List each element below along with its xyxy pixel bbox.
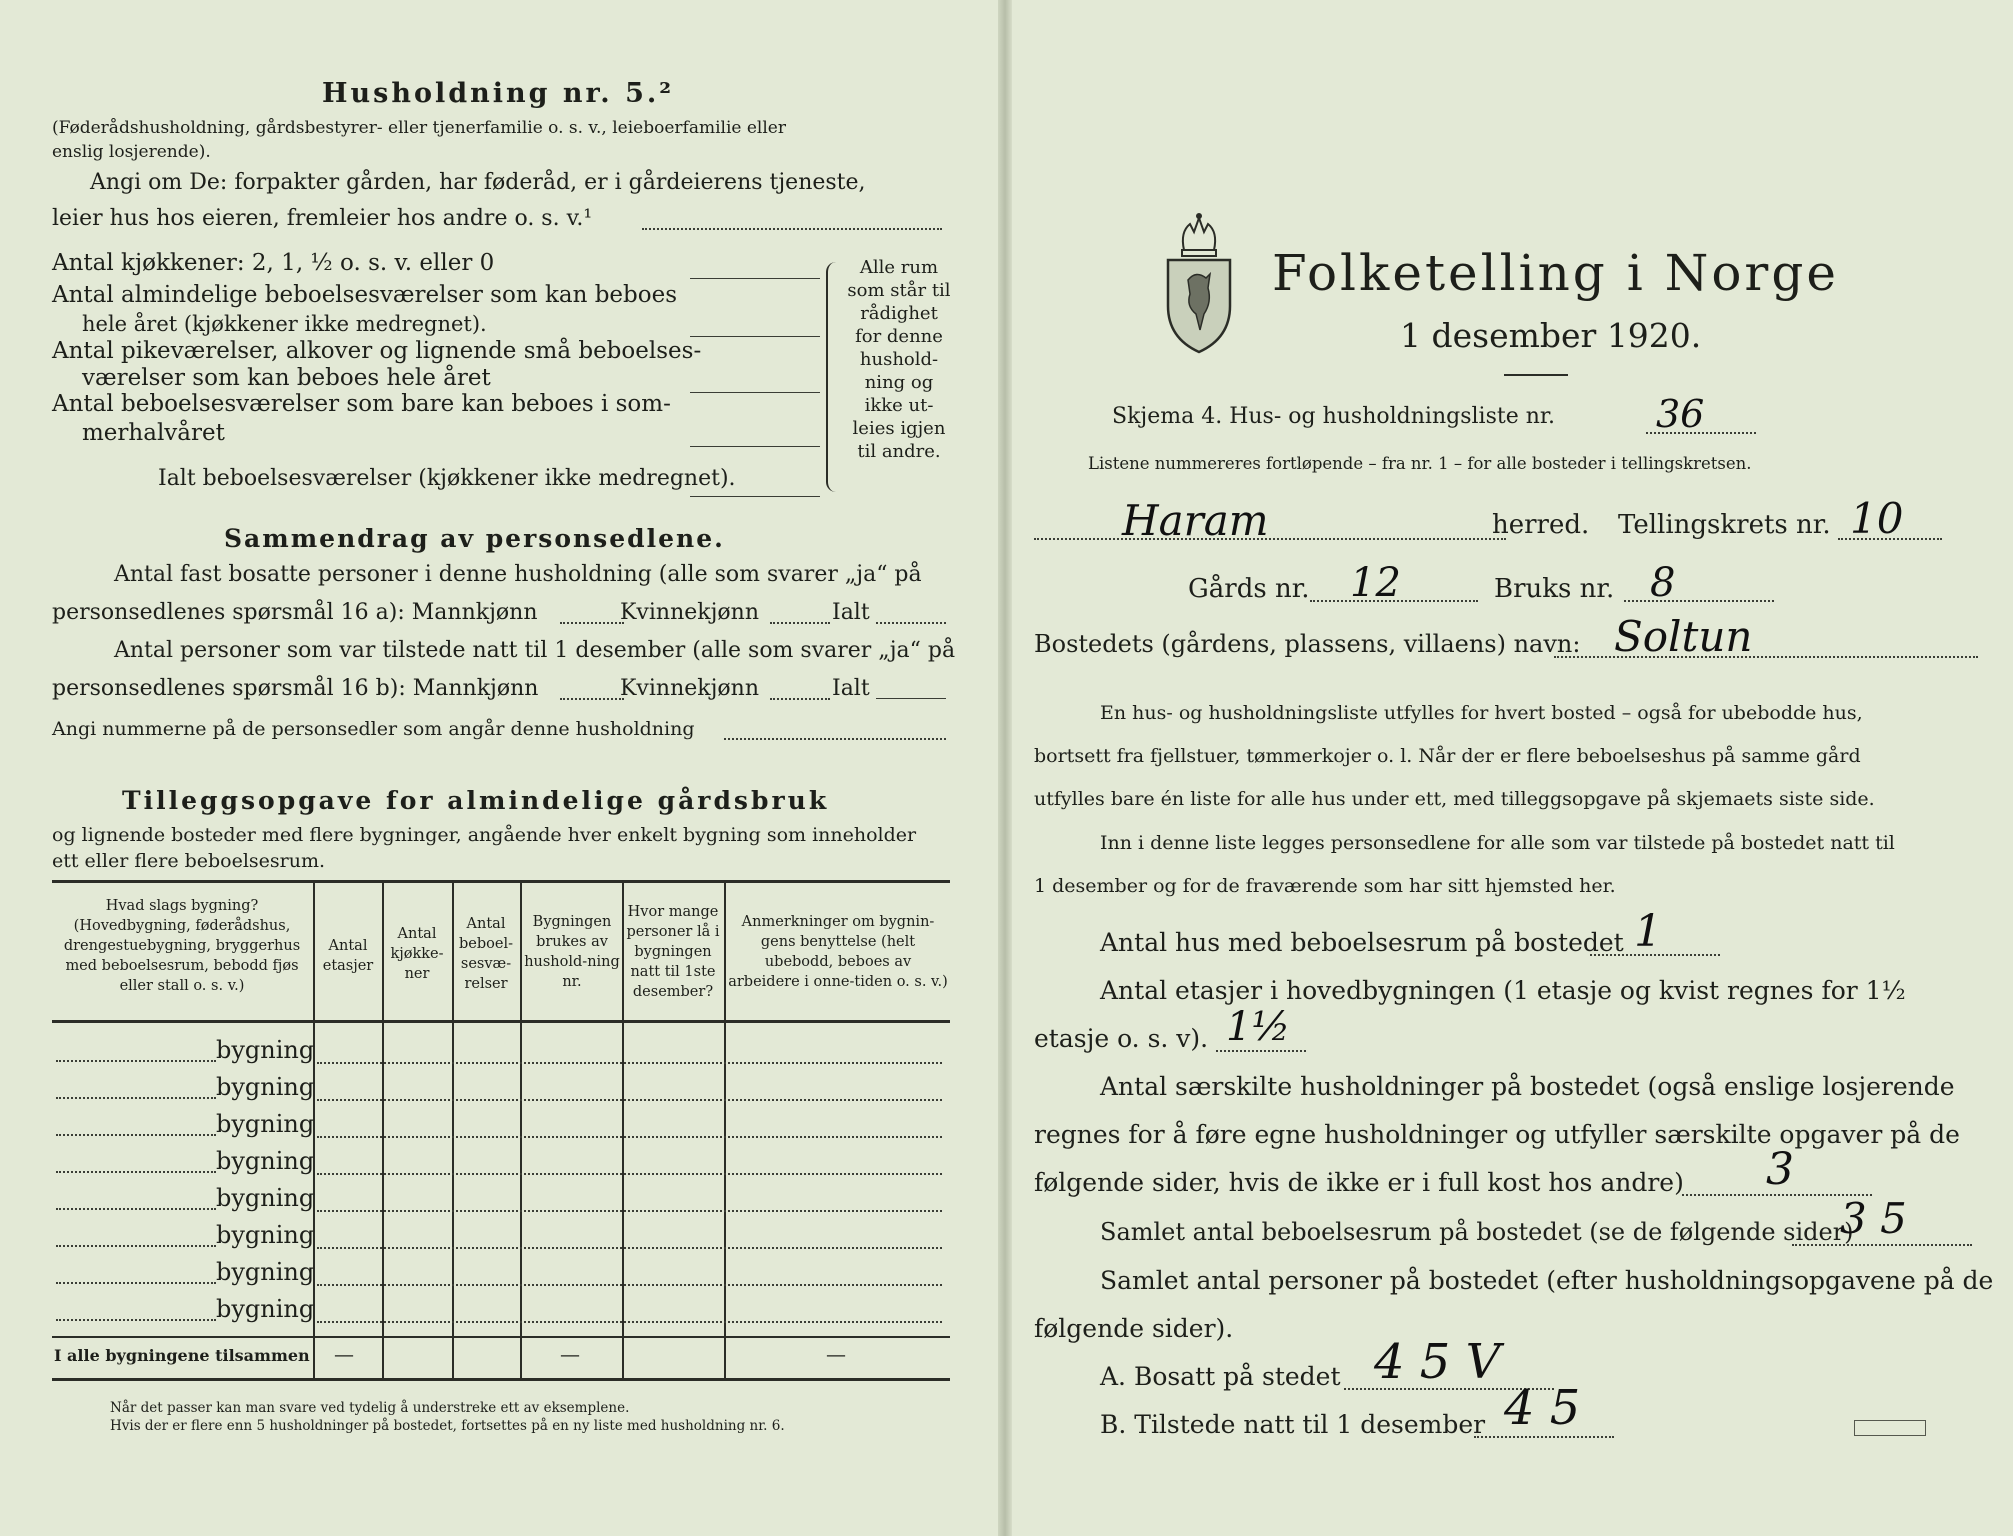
brace-note-line: leies igjen bbox=[852, 418, 946, 439]
row-dotted-line bbox=[317, 1210, 942, 1212]
row-label: bygning bbox=[216, 1073, 315, 1101]
instructions-2: bortsett fra fjellstuer, tømmerkojer o. l. Når der er flere beboelseshus på samme gård bbox=[1034, 745, 1861, 767]
bosatt-value: 4 5 V bbox=[1374, 1334, 1501, 1390]
samlet-rum-value: 3 5 bbox=[1840, 1194, 1907, 1243]
angi-line-1: Angi om De: forpakter gården, har føderåd, er i gårdeierens tjeneste, bbox=[90, 170, 866, 195]
row-building-line bbox=[56, 1171, 216, 1173]
saer-3: følgende sider, hvis de ikke er i full kost hos andre) bbox=[1034, 1168, 1684, 1197]
total-row-label: I alle bygningene tilsammen bbox=[54, 1346, 310, 1365]
summary-2-ialt-line bbox=[876, 698, 946, 699]
tellingskrets-label: Tellingskrets nr. bbox=[1618, 510, 1831, 540]
row-building-line bbox=[56, 1060, 216, 1062]
row-dotted-line bbox=[317, 1099, 942, 1101]
tilstede-line bbox=[1474, 1436, 1614, 1438]
summary-2a: Antal personer som var tilstede natt til 1 desember (alle som svarer „ja“ på bbox=[114, 638, 956, 663]
etasjer-value: 1½ bbox=[1226, 1004, 1291, 1050]
saer-value: 3 bbox=[1766, 1144, 1794, 1195]
table-top-rule bbox=[52, 880, 950, 883]
tillegg-2: ett eller flere beboelsesrum. bbox=[52, 850, 326, 872]
table-row bbox=[52, 1182, 950, 1218]
main-date: 1 desember 1920. bbox=[1400, 316, 1702, 355]
tilstede-label: B. Tilstede natt til 1 desember bbox=[1100, 1410, 1486, 1439]
saer-2: regnes for å føre egne husholdninger og utfyller særskilte opgaver på de bbox=[1034, 1120, 1960, 1149]
tellingskrets-value: 10 bbox=[1850, 494, 1904, 543]
summary-title: Sammendrag av personsedlene. bbox=[224, 524, 725, 553]
etasjer-2: etasje o. s. v). bbox=[1034, 1024, 1209, 1053]
row-building-line bbox=[56, 1282, 216, 1284]
hus-value: 1 bbox=[1634, 906, 1662, 957]
table-row bbox=[52, 1108, 950, 1144]
summary-2b: personsedlenes spørsmål 16 b): Mannkjønn bbox=[52, 676, 539, 701]
skjema-nr-value: 36 bbox=[1656, 392, 1705, 436]
household-title: Husholdning nr. 5.² bbox=[322, 78, 675, 109]
instructions-4: Inn i denne liste legges personsedlene for alle som var tilstede på bostedet natt til bbox=[1100, 832, 1895, 854]
rooms-total: Ialt beboelsesværelser (kjøkkener ikke medregnet). bbox=[158, 466, 736, 491]
brace-note-line: som står til bbox=[847, 280, 951, 301]
row-label: bygning bbox=[216, 1147, 315, 1175]
table-row bbox=[52, 1034, 950, 1070]
household-subtitle-2: enslig losjerende). bbox=[52, 142, 211, 162]
herred-label: herred. bbox=[1492, 510, 1590, 540]
herred-line bbox=[1034, 538, 1506, 540]
th-husholdning: Bygningen brukes av hushold-ning nr. bbox=[524, 914, 620, 990]
saer-1: Antal særskilte husholdninger på bostedet (også enslige losjerende bbox=[1100, 1072, 1955, 1101]
table-bottom-rule bbox=[52, 1378, 950, 1381]
tilstede-value: 4 5 bbox=[1504, 1380, 1581, 1436]
th-anmerkninger: Anmerkninger om bygnin-gens benyttelse (helt ubebodd, beboes av arbeidere i onne-tiden o. s. v.) bbox=[728, 914, 948, 990]
samlet-rum: Samlet antal beboelsesrum på bostedet (se de følgende sider) bbox=[1100, 1218, 1854, 1246]
summary-1-kvinne-line bbox=[770, 622, 830, 624]
samlet-rum-line bbox=[1792, 1244, 1972, 1246]
rooms-answer-line-1 bbox=[690, 278, 820, 279]
listene-note: Listene nummereres fortløpende – fra nr. 1 – for alle bosteder i tellingskretsen. bbox=[1088, 454, 1752, 473]
total-dash-husholdning: — bbox=[560, 1342, 580, 1366]
brace-note-line: Alle rum bbox=[859, 257, 939, 278]
rooms-ordinary-2: hele året (kjøkkener ikke medregnet). bbox=[82, 312, 487, 336]
row-label: bygning bbox=[216, 1258, 315, 1286]
coat-of-arms-icon bbox=[1160, 210, 1238, 356]
rooms-answer-line-5 bbox=[690, 496, 820, 497]
angi-answer-line bbox=[642, 228, 942, 230]
printer-stamp bbox=[1854, 1420, 1926, 1436]
household-subtitle-1: (Føderådshusholdning, gårdsbestyrer- eller tjenerfamilie o. s. v., leieboerfamilie eller bbox=[52, 118, 786, 138]
th-beboelsesvaerelser: Antal beboel-sesvæ-relser bbox=[459, 916, 513, 992]
left-page bbox=[0, 0, 1000, 1536]
angi-line-2: leier hus hos eieren, fremleier hos andre o. s. v.¹ bbox=[52, 206, 593, 231]
etasjer-1: Antal etasjer i hovedbygningen (1 etasje og kvist regnes for 1½ bbox=[1100, 976, 1906, 1005]
row-dotted-line bbox=[317, 1284, 942, 1286]
herred-value: Haram bbox=[1122, 496, 1269, 545]
row-building-line bbox=[56, 1208, 216, 1210]
skjema-line: Skjema 4. Hus- og husholdningsliste nr. bbox=[1112, 404, 1555, 429]
row-dotted-line bbox=[317, 1247, 942, 1249]
bosatt-label: A. Bosatt på stedet bbox=[1100, 1362, 1341, 1391]
total-dash-etasjer: — bbox=[334, 1342, 354, 1366]
table-row bbox=[52, 1145, 950, 1181]
brace-note-line: for denne bbox=[855, 326, 943, 347]
brace-note-line: hushold- bbox=[859, 349, 939, 370]
hus-label: Antal hus med beboelsesrum på bostedet bbox=[1100, 928, 1624, 957]
rooms-ordinary: Antal almindelige beboelsesværelser som kan beboes bbox=[52, 282, 678, 308]
bruks-value: 8 bbox=[1650, 560, 1676, 606]
summary-2-mann-line bbox=[560, 698, 624, 700]
rooms-summer-2: merhalvåret bbox=[82, 420, 225, 446]
gards-value: 12 bbox=[1350, 560, 1401, 606]
tillegg-title: Tilleggsopgave for almindelige gårdsbruk bbox=[122, 786, 830, 815]
row-dotted-line bbox=[317, 1062, 942, 1064]
table-row bbox=[52, 1256, 950, 1292]
bosted-value: Soltun bbox=[1614, 612, 1753, 661]
summary-1a: Antal fast bosatte personer i denne husholdning (alle som svarer „ja“ på bbox=[114, 562, 922, 587]
summary-1-kvinne: Kvinnekjønn bbox=[620, 600, 759, 625]
row-dotted-line bbox=[317, 1136, 942, 1138]
row-label: bygning bbox=[216, 1295, 315, 1323]
instructions-5: 1 desember og for de fraværende som har sitt hjemsted her. bbox=[1034, 875, 1616, 897]
tillegg-1: og lignende bosteder med flere bygninger, angående hver enkelt bygning som inneholder bbox=[52, 824, 917, 846]
rooms-maid: Antal pikeværelser, alkover og lignende små beboelses- bbox=[52, 338, 702, 364]
footnote-1: Når det passer kan man svare ved tydelig å understreke ett av eksemplene. bbox=[110, 1400, 630, 1416]
brace-note bbox=[844, 256, 954, 463]
gards-label: Gårds nr. bbox=[1188, 574, 1310, 604]
bruks-line bbox=[1624, 600, 1774, 602]
angi-nummer-line bbox=[724, 738, 946, 740]
row-building-line bbox=[56, 1245, 216, 1247]
row-building-line bbox=[56, 1097, 216, 1099]
brace-note-line: til andre. bbox=[857, 441, 941, 462]
main-title: Folketelling i Norge bbox=[1272, 244, 1839, 302]
th-etasjer: Antal etasjer bbox=[322, 938, 374, 974]
rooms-summer: Antal beboelsesværelser som bare kan beboes i som- bbox=[52, 391, 671, 417]
table-header-rule bbox=[52, 1020, 950, 1023]
brace-note-line: ning og bbox=[864, 372, 934, 393]
row-label: bygning bbox=[216, 1110, 315, 1138]
th-building-type: Hvad slags bygning? (Hovedbygning, føderådshus, drengestuebygning, bryggerhus med beboelsesrum, bebodd fjøs eller stall o. s. v.) bbox=[63, 898, 301, 994]
title-rule bbox=[1504, 374, 1568, 376]
total-dash-anmerkninger: — bbox=[826, 1342, 846, 1366]
rooms-answer-line-2 bbox=[690, 336, 820, 337]
table-row bbox=[52, 1293, 950, 1329]
footnote-2: Hvis der er flere enn 5 husholdninger på bostedet, fortsettes på en ny liste med husholdning nr. 6. bbox=[110, 1418, 785, 1434]
row-label: bygning bbox=[216, 1036, 315, 1064]
summary-2-kvinne-line bbox=[770, 698, 830, 700]
table-row bbox=[52, 1071, 950, 1107]
right-page bbox=[1010, 0, 2013, 1536]
instructions-3: utfylles bare én liste for alle hus under ett, med tilleggsopgave på skjemaets siste side. bbox=[1034, 788, 1875, 810]
brace bbox=[826, 262, 846, 492]
brace-note-line: ikke ut- bbox=[864, 395, 934, 416]
summary-1b: personsedlenes spørsmål 16 a): Mannkjønn bbox=[52, 600, 538, 625]
row-label: bygning bbox=[216, 1184, 315, 1212]
instructions-1: En hus- og husholdningsliste utfylles for hvert bosted – også for ubebodde hus, bbox=[1100, 702, 1863, 724]
th-kjokkener: Antal kjøkke-ner bbox=[390, 926, 444, 982]
summary-1-mann-line bbox=[560, 622, 624, 624]
brace-note-line: rådighet bbox=[860, 303, 938, 324]
etasjer-line bbox=[1216, 1050, 1306, 1052]
table-total-rule bbox=[52, 1336, 950, 1338]
th-personer: Hvor mange personer lå i bygningen natt til 1ste desember? bbox=[626, 904, 720, 1000]
row-dotted-line bbox=[317, 1321, 942, 1323]
samlet-personer-1: Samlet antal personer på bostedet (efter husholdningsopgavene på de bbox=[1100, 1266, 1994, 1295]
summary-2-kvinne: Kvinnekjønn bbox=[620, 676, 759, 701]
rooms-kitchens: Antal kjøkkener: 2, 1, ½ o. s. v. eller 0 bbox=[52, 250, 495, 276]
row-building-line bbox=[56, 1319, 216, 1321]
rooms-answer-line-4 bbox=[690, 446, 820, 447]
summary-1-ialt-line bbox=[876, 622, 946, 624]
bruks-label: Bruks nr. bbox=[1494, 574, 1615, 604]
samlet-personer-2: følgende sider). bbox=[1034, 1314, 1234, 1343]
table-row bbox=[52, 1219, 950, 1255]
row-building-line bbox=[56, 1134, 216, 1136]
row-dotted-line bbox=[317, 1173, 942, 1175]
summary-1-ialt: Ialt bbox=[832, 600, 870, 625]
row-label: bygning bbox=[216, 1221, 315, 1249]
rooms-maid-2: værelser som kan beboes hele året bbox=[82, 365, 491, 391]
bosted-label: Bostedets (gårdens, plassens, villaens) navn: bbox=[1034, 630, 1581, 658]
rooms-answer-line-3 bbox=[690, 392, 820, 393]
angi-nummer: Angi nummerne på de personsedler som angår denne husholdning bbox=[52, 718, 695, 740]
summary-2-ialt: Ialt bbox=[832, 676, 870, 701]
